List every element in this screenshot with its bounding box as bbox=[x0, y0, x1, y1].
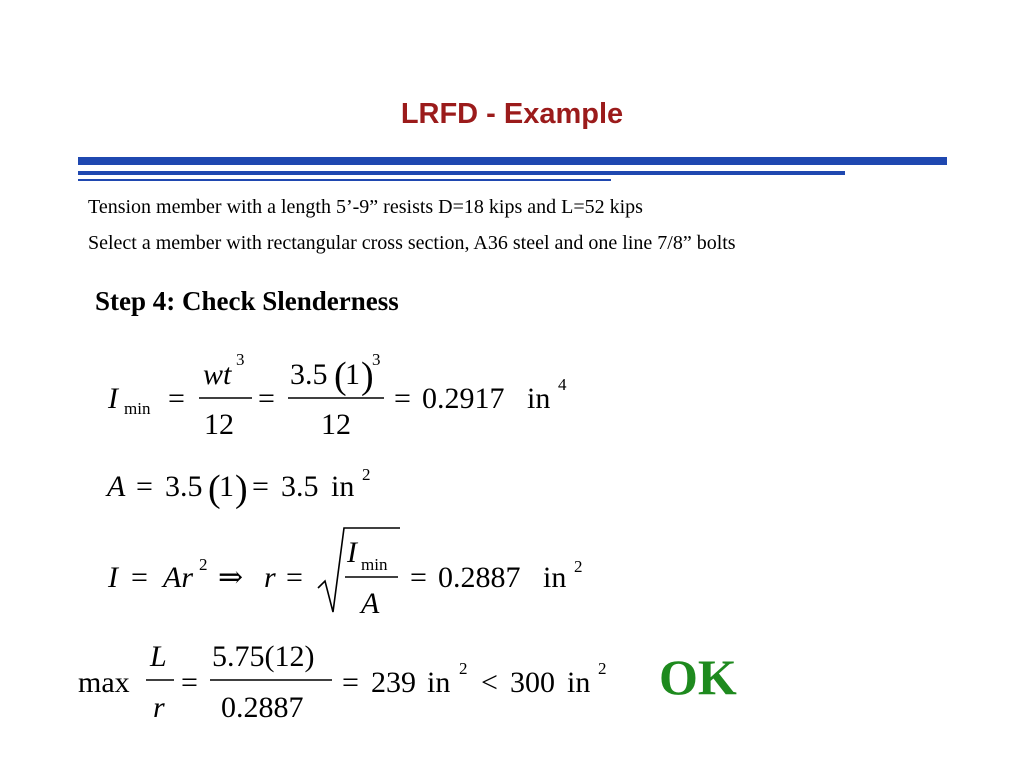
slide-title: LRFD - Example bbox=[400, 98, 624, 130]
eq3-radical-sign bbox=[318, 528, 400, 612]
eq1-frac2-exp: 3 bbox=[372, 350, 381, 369]
eq3-sqrt-numerator-subscript: min bbox=[361, 555, 388, 574]
step-heading: Step 4: Check Slenderness bbox=[95, 286, 399, 316]
eq1-lhs-symbol: I bbox=[108, 382, 118, 415]
eq1-eq-sign-1: = bbox=[168, 382, 185, 415]
eq1-result-unit: in bbox=[527, 382, 551, 415]
eq4-result-value: 239 bbox=[371, 666, 416, 699]
equation-radius-of-gyration bbox=[107, 528, 583, 620]
eq3-result-exp: 2 bbox=[574, 557, 583, 576]
eq4-eq-sign-2: = bbox=[342, 666, 359, 699]
equation-area bbox=[105, 465, 371, 510]
verdict-ok: OK bbox=[659, 649, 737, 705]
eq4-limit-unit: in bbox=[567, 666, 591, 699]
eq3-lhs-symbol: I bbox=[108, 561, 118, 594]
eq4-frac1-numerator: L bbox=[150, 640, 167, 673]
intro-line-1: Tension member with a length 5’-9” resists D=18 kips and L=52 kips bbox=[88, 196, 643, 218]
eq3-rhs-symbol: Ar bbox=[163, 561, 193, 594]
eq2-lhs-symbol: A bbox=[107, 470, 126, 503]
eq2-paren-value: 1 bbox=[219, 470, 234, 503]
eq1-frac1-numerator-exp: 3 bbox=[236, 350, 245, 369]
eq2-paren-open: ( bbox=[208, 468, 221, 510]
eq1-frac2-denominator: 12 bbox=[321, 408, 351, 441]
eq2-paren-close: ) bbox=[235, 468, 248, 510]
eq2-result-exp: 2 bbox=[362, 465, 371, 484]
eq1-frac2-paren-close: ) bbox=[361, 355, 374, 397]
eq1-result-exp: 4 bbox=[558, 375, 567, 394]
eq4-frac1-denominator: r bbox=[153, 691, 165, 724]
eq2-factor: 3.5 bbox=[165, 470, 203, 503]
eq1-eq-sign-3: = bbox=[394, 382, 411, 415]
eq4-limit-value: 300 bbox=[510, 666, 555, 699]
eq1-result-value: 0.2917 bbox=[422, 382, 505, 415]
eq2-eq-sign-1: = bbox=[136, 470, 153, 503]
eq3-implies-arrow: ⇒ bbox=[218, 561, 244, 594]
eq3-eq-sign-3: = bbox=[410, 561, 427, 594]
eq1-frac1-denominator: 12 bbox=[204, 408, 234, 441]
equation-slenderness-ratio bbox=[78, 640, 607, 724]
eq3-result-value: 0.2887 bbox=[438, 561, 521, 594]
eq1-frac2-paren-open: ( bbox=[334, 355, 347, 397]
eq3-rhs-exp: 2 bbox=[199, 555, 208, 574]
eq2-result-value: 3.5 bbox=[281, 470, 319, 503]
eq4-less-than: < bbox=[481, 666, 498, 699]
eq1-frac1-numerator: wt bbox=[203, 358, 232, 391]
eq4-frac2-numerator: 5.75(12) bbox=[212, 640, 315, 673]
intro-line-2: Select a member with rectangular cross section, A36 steel and one line 7/8” bolts bbox=[88, 232, 736, 254]
eq3-sqrt-numerator: I bbox=[347, 536, 357, 569]
eq3-r-symbol: r bbox=[264, 561, 276, 594]
eq2-eq-sign-2: = bbox=[252, 470, 269, 503]
equation-imin bbox=[107, 350, 567, 441]
eq4-eq-sign-1: = bbox=[181, 666, 198, 699]
eq1-frac2-numerator: 3.5 bbox=[290, 358, 328, 391]
eq4-limit-exp: 2 bbox=[598, 659, 607, 678]
eq1-frac2-paren-value: 1 bbox=[345, 358, 360, 391]
eq4-prefix: max bbox=[78, 666, 130, 699]
eq1-lhs-subscript: min bbox=[124, 399, 151, 418]
eq3-eq-sign-1: = bbox=[131, 561, 148, 594]
eq3-sqrt-denominator: A bbox=[361, 587, 380, 620]
eq4-result-unit: in bbox=[427, 666, 451, 699]
eq4-result-exp: 2 bbox=[459, 659, 468, 678]
eq3-result-unit: in bbox=[543, 561, 567, 594]
eq1-eq-sign-2: = bbox=[258, 382, 275, 415]
eq2-result-unit: in bbox=[331, 470, 355, 503]
eq4-frac2-denominator: 0.2887 bbox=[221, 691, 304, 724]
eq3-eq-sign-2: = bbox=[286, 561, 303, 594]
